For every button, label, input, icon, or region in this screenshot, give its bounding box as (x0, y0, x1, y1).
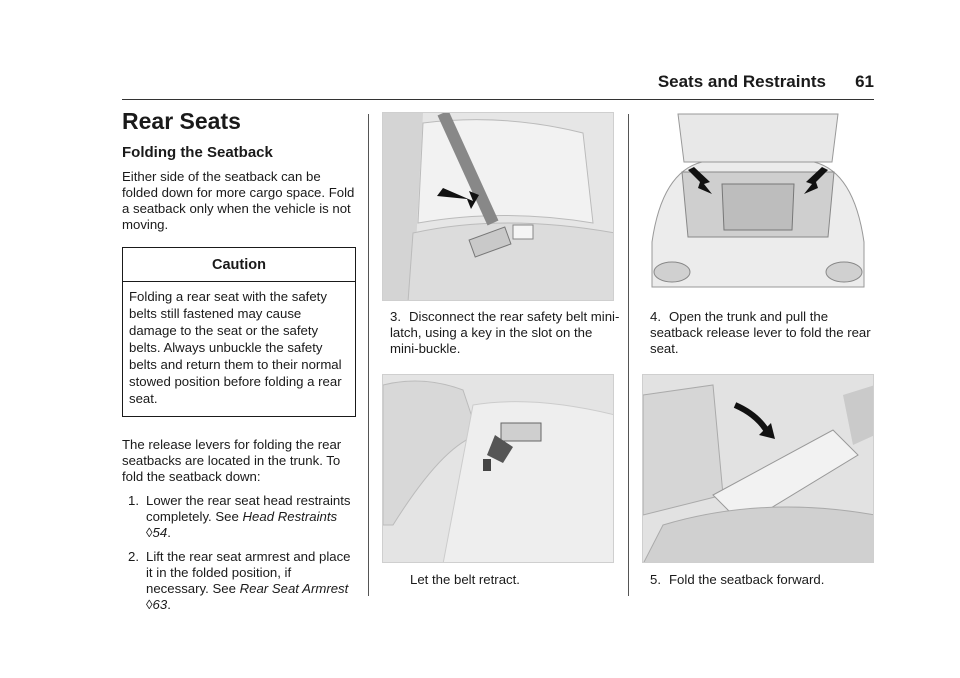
step-number: 5. (650, 572, 661, 587)
caution-box (122, 247, 356, 417)
mini-buckle-illustration (382, 374, 614, 563)
subsection-title: Folding the Seatback (122, 144, 273, 161)
step-number: 3. (390, 309, 401, 324)
xref-head-restraints[interactable]: Head Restraints (242, 509, 338, 524)
step-text: Lift the rear seat armrest and place it in the folded position, if necessary. See (146, 549, 351, 596)
intro-paragraph: Either side of the seatback can be folded down for more cargo space. Fold a seatback only when the vehicle is not moving. (122, 169, 355, 232)
xref-rear-seat-armrest[interactable]: Rear Seat Armrest (239, 581, 349, 596)
caution-heading: Caution (123, 248, 355, 282)
section-title: Seats and Restraints (657, 72, 826, 91)
xref-page[interactable]: 54 (152, 525, 168, 540)
step-1: 1. Lower the rear seat head restraints completely. See Head Restraints ◊54. (122, 493, 356, 541)
release-lever-paragraph: The release levers for folding the rear seatbacks are located in the trunk. To fold the seatback down: (122, 437, 342, 484)
xref-arrow-icon: ◊ (146, 525, 153, 540)
seatbelt-latch-illustration (382, 112, 614, 301)
belt-retract-note: Let the belt retract. (410, 572, 520, 587)
column-divider-2 (628, 114, 629, 596)
step-number: 1. (128, 493, 139, 508)
column-1 (122, 108, 356, 613)
step-4 (650, 309, 876, 357)
step-text: Open the trunk and pull the seatback release lever to fold the rear seat. (650, 309, 871, 356)
fold-seatback-illustration (642, 374, 874, 563)
step-5 (650, 572, 876, 588)
step-number: 2. (128, 549, 139, 564)
page-header (122, 72, 874, 100)
open-trunk-illustration (642, 112, 874, 301)
page-title: Rear Seats (122, 108, 241, 134)
header-rule (122, 99, 874, 100)
step-3 (390, 309, 620, 357)
page-number: 61 (855, 72, 874, 91)
step-text: Lower the rear seat head restraints completely. See (146, 493, 351, 524)
step-number: 4. (650, 309, 661, 324)
caution-text: Folding a rear seat with the safety belts still fastened may cause damage to the seat or the safety belts. Always unbuckle the safety belts and return them to their normal stowed position before folding a rear seat. (129, 289, 342, 406)
xref-arrow-icon: ◊ (146, 597, 153, 612)
step-text: Disconnect the rear safety belt mini-latch, using a key in the slot on the mini-buckle. (390, 309, 620, 356)
xref-page[interactable]: 63 (152, 597, 168, 612)
column-divider-1 (368, 114, 369, 596)
step-text: Fold the seatback forward. (669, 572, 825, 587)
step-2: 2. Lift the rear seat armrest and place it in the folded position, if necessary. See Rear Seat Armrest ◊63. (122, 549, 356, 613)
